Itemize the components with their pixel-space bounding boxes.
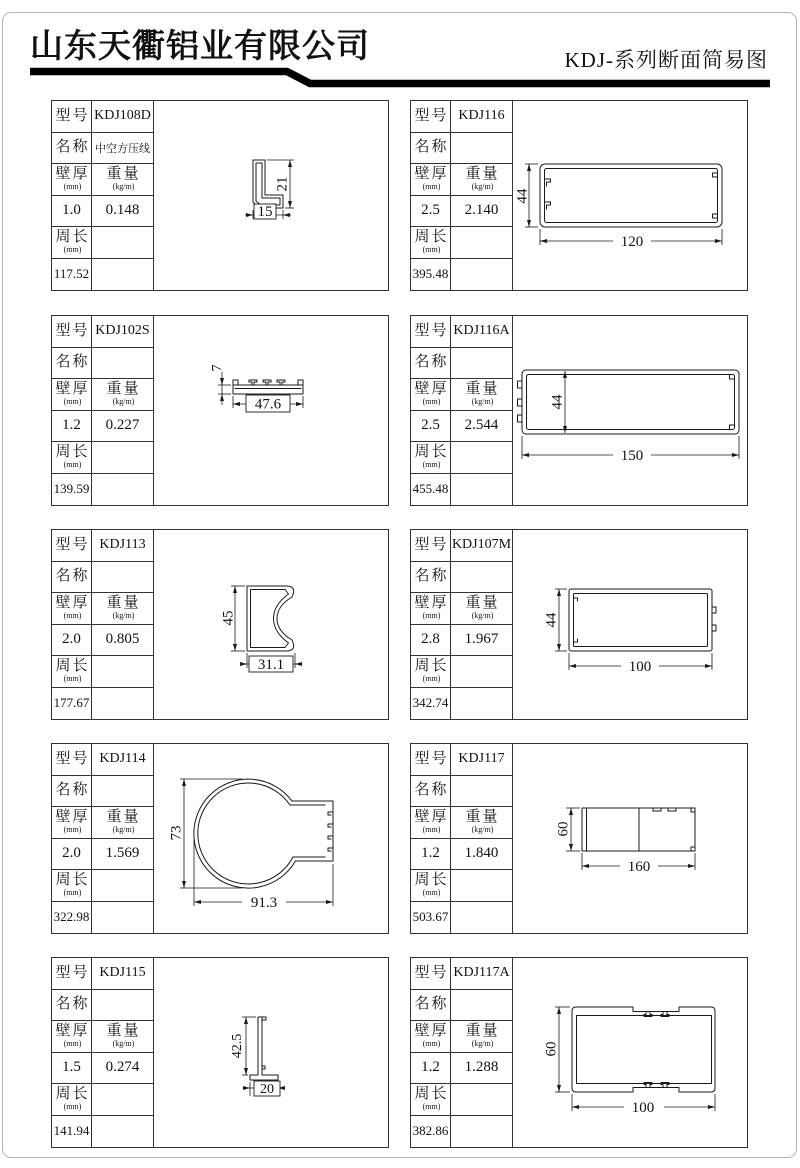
model-label: 型号 — [52, 101, 92, 133]
dim-height: 73 — [168, 825, 185, 841]
dim-width: 31.1 — [257, 657, 285, 673]
spec-table — [411, 744, 513, 933]
perimeter-value: 395.48 — [411, 259, 451, 291]
model-label: 型号 — [52, 530, 92, 562]
dim-height: 7 — [210, 364, 226, 372]
name-value — [451, 562, 512, 594]
name-label: 名称 — [411, 776, 451, 808]
empty-cell — [451, 1084, 512, 1116]
name-label: 名称 — [411, 133, 451, 165]
thickness-label: 壁厚 (mm) — [411, 164, 451, 196]
thickness-label: 壁厚 (mm) — [52, 1021, 92, 1053]
perimeter-label: 周长 (mm) — [411, 442, 451, 474]
spec-table — [52, 958, 154, 1147]
thickness-value: 1.5 — [52, 1053, 92, 1085]
model-label: 型号 — [411, 744, 451, 776]
thickness-value: 1.2 — [411, 1053, 451, 1085]
perimeter-label: 周长 (mm) — [52, 442, 92, 474]
dim-height: 45 — [220, 610, 237, 626]
thickness-value: 2.0 — [52, 625, 92, 657]
name-label: 名称 — [52, 990, 92, 1022]
model-label: 型号 — [411, 958, 451, 990]
perimeter-label: 周长 (mm) — [52, 870, 92, 902]
dim-width: 91.3 — [250, 895, 278, 911]
weight-label: 重量 (kg/m) — [92, 807, 153, 839]
perimeter-value: 117.52 — [52, 259, 92, 291]
model-value: KDJ117 — [451, 744, 512, 776]
dim-height: 21 — [274, 176, 291, 192]
model-label: 型号 — [52, 744, 92, 776]
spec-table — [52, 744, 154, 933]
name-label: 名称 — [52, 776, 92, 808]
header-divider-rule — [0, 0, 800, 95]
weight-value: 1.840 — [451, 839, 512, 871]
cross-section-drawing — [154, 744, 388, 933]
weight-value: 0.148 — [92, 196, 153, 228]
thickness-label: 壁厚 (mm) — [52, 379, 92, 411]
weight-label: 重量 (kg/m) — [92, 593, 153, 625]
dim-width: 150 — [620, 448, 644, 464]
empty-cell — [92, 656, 153, 688]
empty-cell — [92, 1116, 153, 1148]
thickness-label: 壁厚 (mm) — [411, 593, 451, 625]
empty-cell — [451, 870, 512, 902]
weight-value: 2.140 — [451, 196, 512, 228]
perimeter-label: 周长 (mm) — [411, 870, 451, 902]
cross-section-drawing — [513, 316, 747, 505]
profile-card-kdj116a — [410, 315, 748, 506]
perimeter-value: 503.67 — [411, 902, 451, 934]
weight-value: 2.544 — [451, 411, 512, 443]
thickness-label: 壁厚 (mm) — [411, 379, 451, 411]
model-value: KDJ108D — [92, 101, 153, 133]
empty-cell — [451, 1116, 512, 1148]
name-value — [451, 133, 512, 165]
weight-value: 0.274 — [92, 1053, 153, 1085]
cross-section-drawing — [154, 101, 388, 290]
model-value: KDJ116A — [451, 316, 512, 348]
model-value: KDJ114 — [92, 744, 153, 776]
thickness-label: 壁厚 (mm) — [52, 807, 92, 839]
spec-table — [411, 101, 513, 290]
thickness-value: 2.0 — [52, 839, 92, 871]
name-label: 名称 — [411, 990, 451, 1022]
profile-card-kdj117 — [410, 743, 748, 934]
weight-value: 1.569 — [92, 839, 153, 871]
profile-card-kdj108d — [51, 100, 389, 291]
empty-cell — [451, 227, 512, 259]
weight-label: 重量 (kg/m) — [451, 593, 512, 625]
model-label: 型号 — [52, 958, 92, 990]
dim-height: 42.5 — [230, 1033, 246, 1059]
profile-card-kdj117a — [410, 957, 748, 1148]
name-value — [451, 776, 512, 808]
empty-cell — [92, 442, 153, 474]
profile-card-kdj116 — [410, 100, 748, 291]
thickness-value: 1.0 — [52, 196, 92, 228]
perimeter-value: 342.74 — [411, 688, 451, 720]
thickness-value: 1.2 — [411, 839, 451, 871]
thickness-label: 壁厚 (mm) — [411, 1021, 451, 1053]
model-label: 型号 — [411, 101, 451, 133]
weight-value: 1.288 — [451, 1053, 512, 1085]
dim-height: 44 — [549, 394, 566, 410]
cross-section-drawing — [154, 316, 388, 505]
spec-table — [411, 530, 513, 719]
empty-cell — [92, 1084, 153, 1116]
thickness-value: 2.8 — [411, 625, 451, 657]
spec-table — [411, 958, 513, 1147]
name-label: 名称 — [52, 133, 92, 165]
thickness-value: 1.2 — [52, 411, 92, 443]
profile-card-kdj102s — [51, 315, 389, 506]
cross-section-drawing — [513, 744, 747, 933]
empty-cell — [451, 656, 512, 688]
model-value: KDJ102S — [92, 316, 153, 348]
thickness-label: 壁厚 (mm) — [52, 593, 92, 625]
profile-card-kdj114 — [51, 743, 389, 934]
name-label: 名称 — [411, 562, 451, 594]
spec-table — [52, 316, 154, 505]
perimeter-label: 周长 (mm) — [52, 227, 92, 259]
profile-card-kdj115 — [51, 957, 389, 1148]
empty-cell — [92, 474, 153, 506]
name-value — [92, 990, 153, 1022]
profile-card-kdj107m — [410, 529, 748, 720]
dim-height: 60 — [555, 821, 572, 837]
perimeter-value: 322.98 — [52, 902, 92, 934]
company-name: 山东天衢铝业有限公司 — [30, 29, 370, 65]
empty-cell — [92, 227, 153, 259]
weight-value: 1.967 — [451, 625, 512, 657]
name-value — [92, 562, 153, 594]
name-value — [451, 348, 512, 380]
dim-width: 100 — [631, 1100, 655, 1116]
dim-width: 160 — [627, 859, 651, 875]
dim-height: 60 — [543, 1041, 560, 1057]
thickness-value: 2.5 — [411, 411, 451, 443]
weight-label: 重量 (kg/m) — [451, 807, 512, 839]
dim-width: 100 — [628, 659, 652, 675]
empty-cell — [451, 442, 512, 474]
name-label: 名称 — [52, 348, 92, 380]
dim-width: 20 — [260, 1082, 274, 1097]
perimeter-label: 周长 (mm) — [52, 1084, 92, 1116]
spec-table — [52, 101, 154, 290]
cross-section-drawing — [513, 958, 747, 1147]
model-label: 型号 — [411, 316, 451, 348]
weight-label: 重量 (kg/m) — [451, 379, 512, 411]
perimeter-value: 177.67 — [52, 688, 92, 720]
name-label: 名称 — [411, 348, 451, 380]
empty-cell — [92, 688, 153, 720]
model-label: 型号 — [411, 530, 451, 562]
weight-label: 重量 (kg/m) — [92, 1021, 153, 1053]
empty-cell — [451, 259, 512, 291]
cross-section-drawing — [154, 530, 388, 719]
empty-cell — [92, 259, 153, 291]
thickness-value: 2.5 — [411, 196, 451, 228]
model-label: 型号 — [52, 316, 92, 348]
model-value: KDJ115 — [92, 958, 153, 990]
empty-cell — [92, 870, 153, 902]
dim-height: 44 — [543, 612, 560, 628]
cross-section-drawing — [513, 101, 747, 290]
cross-section-drawing — [513, 530, 747, 719]
perimeter-label: 周长 (mm) — [52, 656, 92, 688]
model-value: KDJ116 — [451, 101, 512, 133]
spec-table — [411, 316, 513, 505]
model-value: KDJ107M — [451, 530, 512, 562]
cross-section-drawing — [154, 958, 388, 1147]
weight-value: 0.805 — [92, 625, 153, 657]
empty-cell — [92, 902, 153, 934]
weight-label: 重量 (kg/m) — [92, 379, 153, 411]
dim-width: 47.6 — [254, 396, 282, 413]
perimeter-value: 139.59 — [52, 474, 92, 506]
dim-width: 120 — [620, 234, 644, 250]
name-label: 名称 — [52, 562, 92, 594]
empty-cell — [451, 474, 512, 506]
name-value — [92, 348, 153, 380]
perimeter-value: 455.48 — [411, 474, 451, 506]
weight-label: 重量 (kg/m) — [92, 164, 153, 196]
empty-cell — [451, 902, 512, 934]
weight-label: 重量 (kg/m) — [451, 1021, 512, 1053]
name-value — [451, 990, 512, 1022]
spec-table — [52, 530, 154, 719]
weight-label: 重量 (kg/m) — [451, 164, 512, 196]
weight-value: 0.227 — [92, 411, 153, 443]
series-subtitle: KDJ-系列断面简易图 — [564, 48, 768, 72]
thickness-label: 壁厚 (mm) — [52, 164, 92, 196]
model-value: KDJ117A — [451, 958, 512, 990]
perimeter-value: 141.94 — [52, 1116, 92, 1148]
perimeter-value: 382.86 — [411, 1116, 451, 1148]
thickness-label: 壁厚 (mm) — [411, 807, 451, 839]
empty-cell — [451, 688, 512, 720]
model-value: KDJ113 — [92, 530, 153, 562]
perimeter-label: 周长 (mm) — [411, 656, 451, 688]
name-value: 中空方压线 — [92, 133, 153, 165]
perimeter-label: 周长 (mm) — [411, 227, 451, 259]
perimeter-label: 周长 (mm) — [411, 1084, 451, 1116]
profile-card-kdj113 — [51, 529, 389, 720]
dim-width: 15 — [257, 204, 273, 220]
name-value — [92, 776, 153, 808]
dim-height: 44 — [514, 188, 531, 204]
